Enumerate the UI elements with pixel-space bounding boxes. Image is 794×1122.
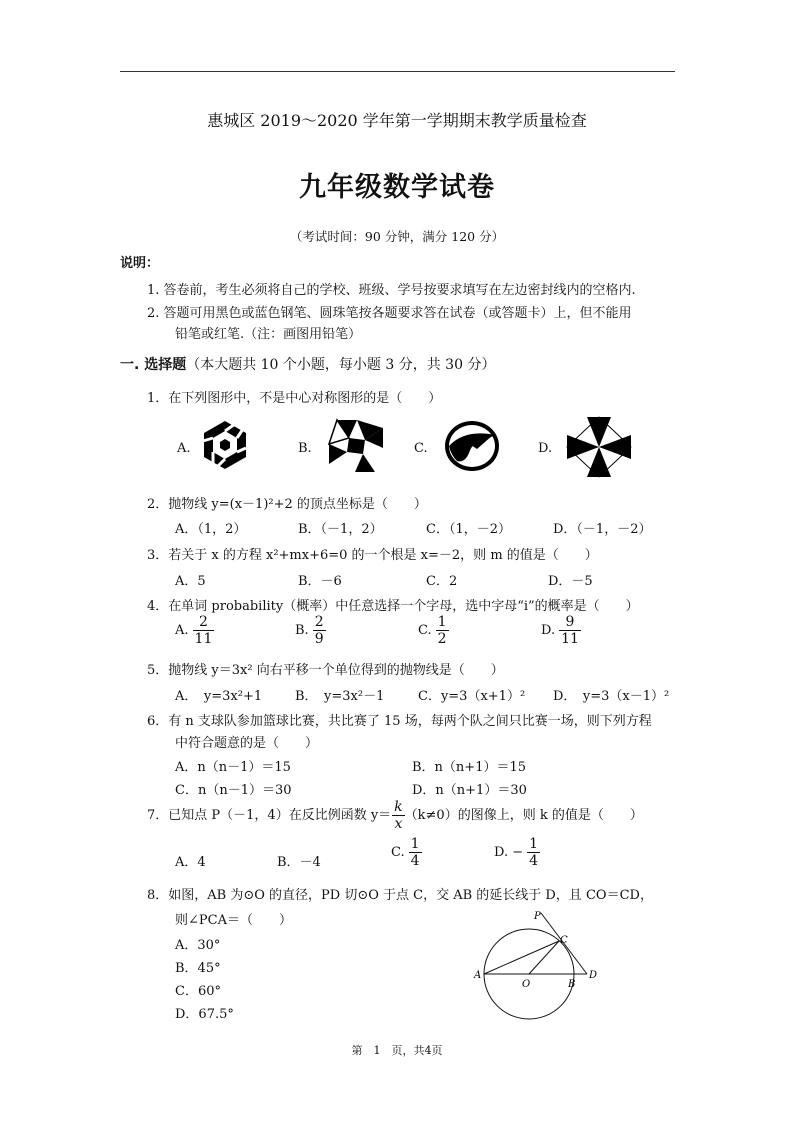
q4-option-a-fraction	[193, 614, 215, 647]
q4-option-b-fraction	[313, 614, 326, 647]
q7-option-b: B．－4	[277, 855, 321, 870]
q7-option-c	[391, 836, 422, 869]
fraction-numerator: 2	[193, 614, 215, 631]
q2-option-d: D．（－1，－2）	[553, 522, 652, 537]
q5-option-a: A． y=3x²+1	[175, 689, 263, 704]
q5-stem: 5．抛物线 y＝3x² 向右平移一个单位得到的抛物线是（ ）	[147, 663, 504, 678]
q8-geometry-figure	[470, 905, 610, 1025]
q8-option-a: A．30°	[175, 938, 221, 953]
label-d: D	[589, 970, 598, 981]
fraction-numerator: 1	[529, 836, 539, 852]
instructions-heading: 说明：	[120, 256, 160, 271]
fraction-denominator: 9	[314, 631, 324, 648]
q2-option-c: C．（1，－2）	[426, 522, 511, 537]
fraction-denominator: x	[394, 816, 403, 833]
q4-option-c	[418, 614, 449, 647]
q4-option-a-label: A.	[175, 623, 189, 639]
fraction-numerator: 1	[437, 614, 447, 630]
page-footer: 第 1 页，共4页	[351, 1044, 443, 1057]
segment-ac	[484, 941, 559, 974]
q1-option-c-label: C.	[414, 441, 428, 456]
label-b: B	[568, 979, 576, 990]
instruction-1: 1. 答卷前，考生必须将自己的学校、班级、学号按要求填写在左边密封线内的空格内.	[147, 283, 636, 298]
q7-option-c-fraction	[409, 836, 422, 869]
q2-stem: 2．抛物线 y=(x－1)²+2 的顶点坐标是（ ）	[147, 497, 427, 512]
q8-option-b: B．45°	[175, 961, 221, 976]
fraction-numerator: 1	[410, 836, 420, 852]
exam-subtitle: 惠城区 2019～2020 学年第一学期期末教学质量检查	[207, 111, 587, 130]
q4-option-a	[175, 614, 214, 647]
label-p: P	[534, 911, 541, 922]
q7-option-d	[494, 836, 540, 869]
label-a: A	[474, 970, 482, 981]
q7-stem	[147, 799, 643, 832]
q2-option-b: B．（－1，2）	[298, 522, 383, 537]
label-c: C	[560, 935, 568, 946]
pinwheel-square-icon	[327, 418, 385, 474]
instruction-2-line2: 铅笔或红笔.（注：画图用铅笔）	[175, 327, 362, 342]
q7-stem-after: （k≠0）的图像上，则 k 的值是（ ）	[404, 808, 643, 824]
fraction-denominator: 4	[529, 853, 539, 870]
page-title: 九年级数学试卷	[299, 172, 495, 203]
q3-stem: 3．若关于 x 的方程 x²+mx+6=0 的一个根是 x=－2，则 m 的值是（ ）	[147, 548, 598, 563]
label-o: O	[522, 979, 531, 990]
top-rule	[120, 71, 675, 72]
instruction-2-line1: 2. 答题可用黑色或蓝色钢笔、圆珠笔按各题要求答在试卷（或答题卡）上，但不能用	[147, 306, 632, 321]
q3-option-c: C．2	[426, 574, 458, 589]
q3-option-b: B．－6	[298, 574, 342, 589]
q6-option-b: B．n（n+1）＝15	[412, 760, 527, 775]
q7-option-d-label: D. −	[494, 845, 524, 861]
segment-oc	[529, 941, 559, 974]
q4-option-c-label: C.	[418, 623, 432, 639]
fraction-denominator: 4	[410, 853, 420, 870]
q7-option-c-label: C.	[391, 845, 405, 861]
q5-option-b: B． y=3x²－1	[295, 689, 385, 704]
q6-option-c: C．n（n－1）＝30	[175, 783, 292, 798]
fraction-numerator: k	[394, 799, 403, 815]
four-kite-icon	[565, 415, 633, 479]
q1-stem: 1．在下列图形中，不是中心对称图形的是（ ）	[147, 391, 442, 406]
q7-stem-before: 7．已知点 P（－1，4）在反比例函数 y＝	[147, 808, 392, 824]
q1-option-d-label: D.	[538, 441, 553, 456]
q8-stem-line2: 则∠PCA＝（ ）	[175, 913, 292, 928]
fraction-numerator: 2	[314, 614, 324, 630]
fraction-denominator: 11	[561, 631, 579, 648]
q1-option-a-label: A.	[177, 441, 191, 456]
q7-function-fraction	[392, 799, 404, 832]
q8-stem-line1: 8．如图，AB 为⊙O 的直径，PD 切⊙O 于点 C，交 AB 的延长线于 D，且 CO＝CD，	[147, 888, 653, 903]
exam-info: （考试时间：90 分钟，满分 120 分）	[289, 229, 505, 244]
q3-option-d: D．－5	[548, 574, 593, 589]
q4-option-d-fraction	[559, 614, 581, 647]
q4-option-b-label: B.	[295, 623, 309, 639]
q5-option-c: C．y=3（x+1）²	[418, 689, 526, 704]
q3-option-a: A．5	[175, 574, 206, 589]
q8-option-d: D．67.5°	[175, 1007, 234, 1022]
q2-option-a: A．（1，2）	[175, 522, 247, 537]
q4-option-d	[541, 614, 581, 647]
q1-option-b-label: B.	[298, 441, 312, 456]
q7-option-a: A．4	[175, 855, 206, 870]
q4-option-b	[295, 614, 326, 647]
fraction-denominator: 2	[437, 631, 447, 648]
circle-logo-icon	[443, 419, 501, 473]
fraction-numerator: 9	[559, 614, 581, 631]
q6-stem-line2: 中符合题意的是（ ）	[175, 736, 319, 751]
section-1-heading: 一. 选择题	[120, 357, 187, 373]
q4-option-d-label: D.	[541, 623, 556, 639]
fraction-denominator: 11	[194, 631, 213, 648]
section-1-header	[120, 354, 495, 374]
q8-option-c: C．60°	[175, 984, 221, 999]
q6-option-d: D．n（n+1）＝30	[412, 783, 527, 798]
section-1-note: （本大题共 10 个小题，每小题 3 分，共 30 分）	[186, 357, 496, 373]
q5-option-d: D． y=3（x－1）²	[553, 689, 670, 704]
q7-option-d-fraction	[527, 836, 540, 869]
hexagon-swirl-icon	[199, 419, 251, 471]
q6-option-a: A．n（n－1）＝15	[175, 760, 291, 775]
q4-stem: 4．在单词 probability（概率）中任意选择一个字母，选中字母“i”的概率是（ ）	[147, 599, 639, 614]
q6-stem-line1: 6．有 n 支球队参加篮球比赛，共比赛了 15 场，每两个队之间只比赛一场，则下列方程	[147, 714, 652, 729]
q4-option-c-fraction	[436, 614, 449, 647]
